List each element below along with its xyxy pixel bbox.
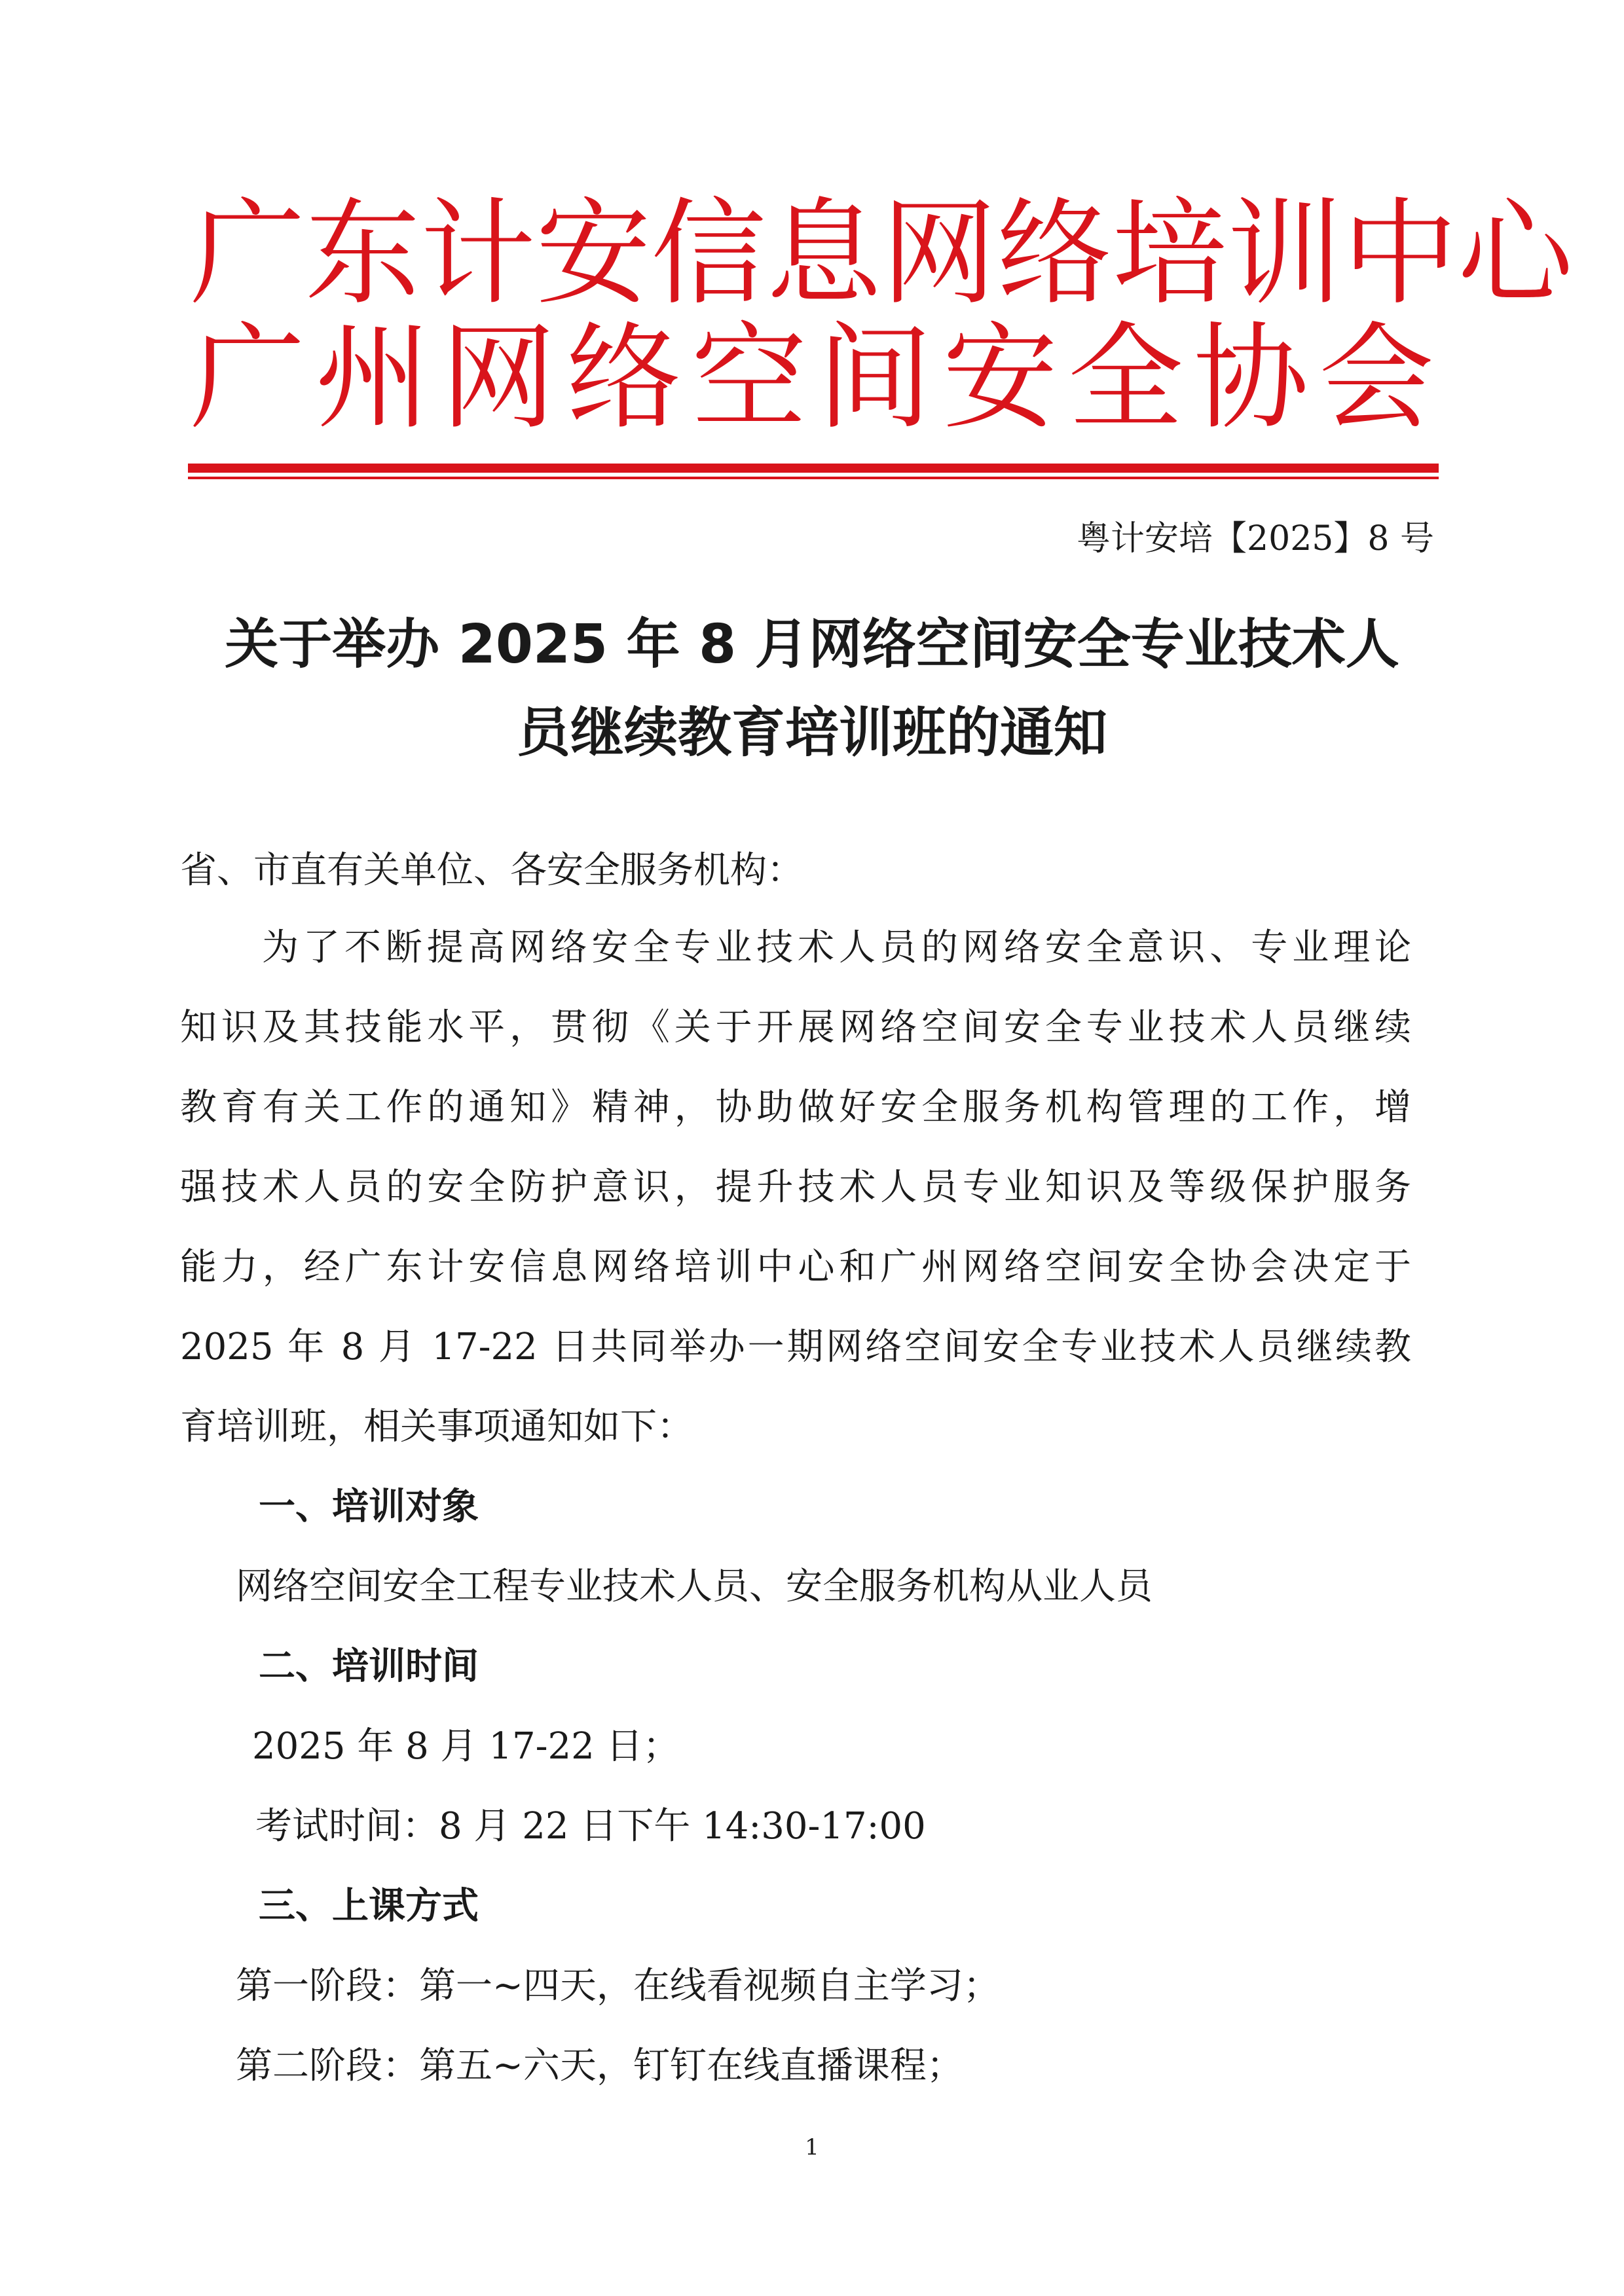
document-title-line2: 员继续教育培训班的通知 (516, 702, 1107, 764)
training-date: 2025 年 8 月 17-22 日； (252, 1725, 680, 1768)
letterhead-char: 息 (766, 187, 882, 321)
salutation: 省、市直有关单位、各安全服务机构： (180, 849, 803, 892)
letterhead-char: 广 (190, 311, 306, 445)
intro-line-7: 育培训班，相关事项通知如下： (180, 1406, 693, 1448)
letterhead-char: 会 (1318, 311, 1434, 445)
intro-line-text: 强技术人员的安全防护意识，提升技术人员专业知识及等级保护服务 (180, 1166, 1411, 1209)
letterhead-char: 中 (1342, 187, 1458, 321)
intro-line-text: 知识及其技能水平，贯彻《关于开展网络空间安全专业技术人员继续 (180, 1006, 1411, 1049)
letterhead-char: 协 (1193, 311, 1309, 445)
letterhead-char: 培 (1112, 187, 1228, 321)
intro-line-6 (180, 1321, 1411, 1374)
document-number: 粤计安培【2025】8 号 (1077, 519, 1434, 558)
letterhead-char: 络 (566, 311, 682, 445)
intro-line-text: 教育有关工作的通知》精神，协助做好安全服务机构管理的工作，增 (180, 1086, 1411, 1129)
class-stage-2: 第二阶段：第五~六天，钉钉在线直播课程； (236, 2045, 963, 2087)
intro-line-text: 为了不断提高网络安全专业技术人员的网络安全意识、专业理论 (262, 926, 1411, 969)
letterhead-char: 信 (651, 187, 767, 321)
class-stage-1: 第一阶段：第一~四天，在线看视频自主学习； (236, 1965, 1000, 2007)
letterhead-char: 空 (692, 311, 807, 445)
page-number: 1 (805, 2134, 819, 2160)
intro-line-2 (180, 1002, 1411, 1054)
letterhead-org-line2 (190, 311, 1434, 445)
letterhead-char: 全 (1067, 311, 1183, 445)
intro-line-3 (180, 1082, 1411, 1134)
letterhead-char: 网 (441, 311, 557, 445)
letterhead-char: 广 (190, 187, 306, 321)
section-heading-class-format: 三、上课方式 (259, 1885, 479, 1927)
intro-line-5 (180, 1241, 1411, 1294)
intro-line-text: 2025 年 8 月 17-22 日共同举办一期网络空间安全专业技术人员继续教 (180, 1326, 1411, 1368)
letterhead-char: 网 (881, 187, 997, 321)
section-heading-training-time: 二、培训时间 (259, 1645, 479, 1688)
letterhead-org-line1 (190, 187, 1574, 321)
letterhead-char: 东 (305, 187, 421, 321)
letterhead-char: 训 (1227, 187, 1343, 321)
letterhead-char: 间 (817, 311, 932, 445)
letterhead-divider-thick (188, 464, 1439, 473)
intro-line-text: 能力，经广东计安信息网络培训中心和广州网络空间安全协会决定于 (180, 1246, 1411, 1288)
letterhead-char: 心 (1458, 187, 1574, 321)
intro-line-4 (180, 1161, 1411, 1214)
letterhead-char: 州 (315, 311, 431, 445)
section-heading-training-target: 一、培训对象 (259, 1485, 479, 1528)
letterhead-char: 络 (997, 187, 1113, 321)
document-title-line1: 关于举办 2025 年 8 月网络空间安全专业技术人 (225, 613, 1399, 676)
letterhead-divider-thin (188, 477, 1439, 479)
letterhead-char: 安 (536, 187, 652, 321)
letterhead-char: 安 (942, 311, 1058, 445)
intro-line-1 (262, 922, 1411, 974)
letterhead-char: 计 (420, 187, 536, 321)
exam-time: 考试时间：8 月 22 日下午 14:30-17:00 (255, 1805, 926, 1848)
training-target-body: 网络空间安全工程专业技术人员、安全服务机构从业人员 (236, 1565, 1153, 1608)
